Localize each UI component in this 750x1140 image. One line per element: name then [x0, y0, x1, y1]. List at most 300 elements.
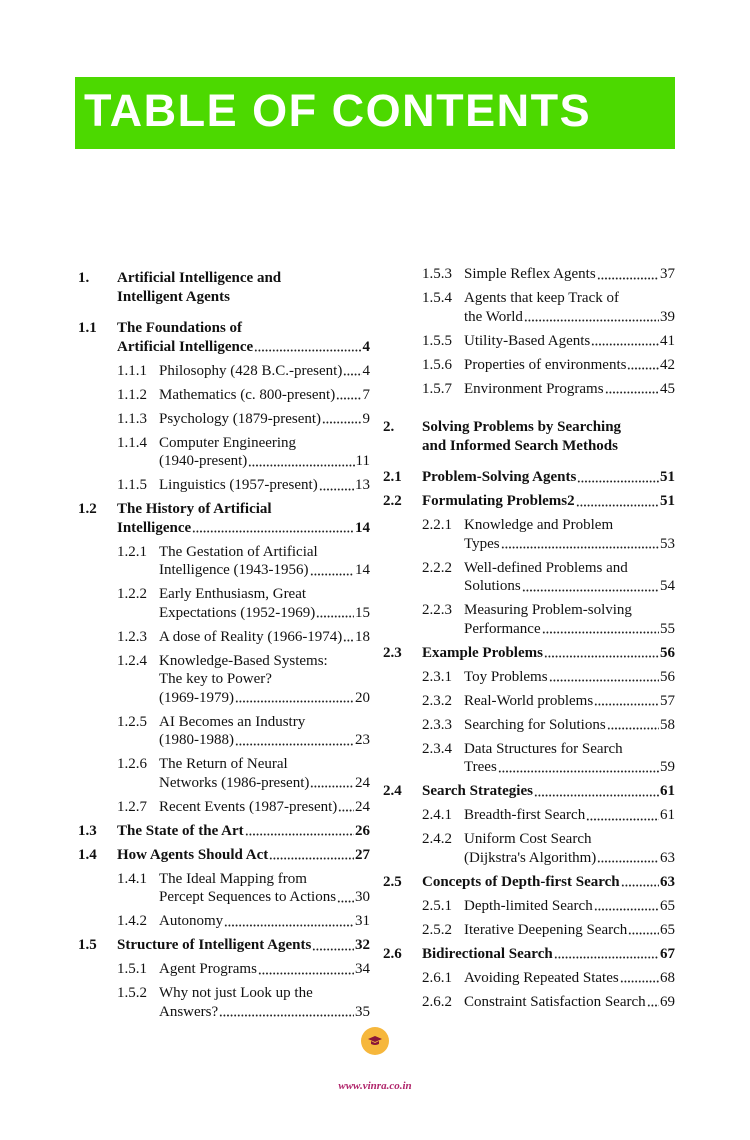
toc-entry[interactable]	[383, 806, 675, 825]
entry-number: 1.4.2	[117, 913, 147, 929]
entry-title-text: Search Strategies	[422, 783, 533, 799]
dot-leader	[549, 679, 659, 682]
entry-title-text: The Ideal Mapping from	[159, 870, 307, 887]
entry-title-text: How Agents Should Act	[117, 846, 269, 863]
page-number: 68	[660, 969, 675, 986]
toc-entry[interactable]	[78, 434, 370, 471]
toc-entry[interactable]	[78, 984, 370, 1021]
entry-title-text: Data Structures for Search	[464, 740, 623, 757]
entry-title-line	[159, 774, 370, 793]
entry-title-text: Knowledge-Based Systems:	[159, 652, 328, 669]
entry-title-line	[464, 620, 675, 639]
toc-entry[interactable]	[78, 936, 370, 955]
entry-number: 1.2.5	[117, 713, 147, 730]
entry-body	[422, 644, 675, 663]
entry-body	[422, 782, 675, 801]
entry-body	[159, 386, 370, 405]
entry-title-text: the World	[464, 308, 523, 325]
toc-entry[interactable]	[383, 668, 675, 687]
page-number: 18	[355, 628, 370, 645]
toc-entry[interactable]	[78, 362, 370, 381]
entry-number: 1.1.5	[117, 477, 147, 493]
entry-body	[159, 713, 370, 750]
entry-body	[464, 668, 675, 687]
entry-number: 1.1.3	[117, 410, 147, 427]
dot-leader	[577, 480, 659, 483]
entry-title-line	[159, 476, 370, 495]
page-number: 9	[362, 410, 370, 427]
entry-number: 1.2.1	[117, 543, 147, 560]
entry-title-text: (1980-1988)	[159, 732, 234, 748]
entry-number: 1.1.2	[117, 386, 147, 403]
dot-leader	[621, 884, 659, 887]
entry-title-line	[464, 265, 675, 284]
entry-title-line	[117, 338, 370, 357]
dot-leader	[224, 924, 354, 927]
entry-number: 1.2.4	[117, 652, 147, 669]
entry-body	[464, 265, 675, 284]
entry-body	[464, 289, 675, 326]
dot-leader	[336, 397, 361, 400]
entry-title-text: Searching for Solutions	[464, 716, 606, 733]
page-number: 39	[660, 308, 675, 325]
dot-leader	[258, 972, 354, 975]
entry-title-text: The key to Power?	[159, 671, 272, 687]
entry-title-line	[117, 269, 370, 288]
entry-body	[464, 516, 675, 553]
entry-number: 2.	[383, 419, 395, 435]
dot-leader	[254, 349, 361, 352]
dot-leader	[192, 530, 354, 533]
entry-title-line	[464, 716, 675, 735]
entry-body	[464, 806, 675, 825]
toc-entry[interactable]	[383, 945, 675, 964]
entry-title-line	[159, 960, 370, 979]
entry-title-text: Problem-Solving Agents	[422, 469, 577, 485]
entry-title-line	[117, 936, 370, 955]
entry-title-text: Trees	[464, 759, 497, 775]
entry-title-line	[464, 849, 675, 868]
page-number: 51	[660, 493, 675, 509]
dot-leader	[498, 770, 659, 773]
entry-title-text: Psychology (1879-present)	[159, 410, 322, 427]
toc-entry[interactable]	[383, 692, 675, 711]
entry-title-text: Well-defined Problems and	[464, 559, 628, 576]
toc-entry[interactable]	[383, 993, 675, 1012]
page-number: 14	[355, 519, 370, 536]
dot-leader	[312, 948, 354, 951]
page-number: 14	[355, 562, 370, 578]
dot-leader	[627, 367, 659, 370]
entry-title-text: Formulating Problems2	[422, 493, 575, 509]
toc-entry[interactable]	[383, 716, 675, 735]
entry-number: 2.6.1	[422, 969, 452, 986]
entry-title-text: Expectations (1952-1969)	[159, 604, 316, 621]
entry-title-text: Toy Problems	[464, 668, 548, 685]
entry-title-line	[464, 380, 675, 399]
entry-number: 2.3.2	[422, 692, 452, 709]
entry-title-text: The Foundations of	[117, 320, 243, 336]
page-number: 56	[660, 644, 675, 661]
entry-body	[117, 319, 370, 356]
entry-body	[159, 960, 370, 979]
entry-title-text: Measuring Problem-solving	[464, 602, 632, 618]
entry-number: 1.1	[78, 320, 97, 336]
entry-body	[464, 993, 675, 1012]
page-number: 61	[660, 783, 675, 799]
page-number: 37	[660, 266, 675, 282]
entry-body	[117, 269, 370, 306]
entry-body	[464, 830, 675, 867]
entry-title-text: Performance	[464, 620, 541, 637]
page-number: 34	[355, 961, 370, 977]
entry-title-line	[159, 410, 370, 429]
entry-number: 1.5.5	[422, 332, 452, 349]
entry-body	[159, 543, 370, 580]
entry-title-text: The History of Artificial	[117, 501, 272, 517]
entry-title-text: (1940-present)	[159, 453, 248, 469]
dot-leader	[501, 546, 659, 549]
dot-leader	[597, 860, 659, 863]
title-banner	[75, 77, 675, 149]
dot-leader	[310, 573, 354, 576]
toc-entry[interactable]	[383, 468, 675, 487]
entry-body	[422, 873, 675, 892]
entry-body	[159, 476, 370, 495]
entry-body	[117, 500, 370, 537]
entry-title-line	[422, 644, 675, 663]
entry-title-line	[464, 516, 675, 535]
entry-title-text: A dose of Reality (1966-1974)	[159, 628, 343, 645]
entry-title-text: Autonomy	[159, 913, 224, 929]
toc-entry[interactable]	[78, 543, 370, 580]
entry-body	[422, 418, 675, 455]
entry-body	[117, 822, 370, 841]
entry-title-text: Simple Reflex Agents	[464, 266, 596, 282]
entry-title-text: Utility-Based Agents	[464, 332, 591, 349]
entry-number: 1.2.6	[117, 756, 147, 772]
entry-number: 2.4.2	[422, 831, 452, 847]
entry-title-text: Bidirectional Search	[422, 945, 553, 962]
page-number: 13	[355, 477, 370, 493]
dot-leader	[343, 373, 361, 376]
dot-leader	[597, 277, 659, 280]
dot-leader	[219, 1014, 354, 1017]
toc-entry[interactable]	[78, 652, 370, 708]
entry-title-line	[464, 993, 675, 1012]
entry-title-text: Solving Problems by Searching	[422, 419, 622, 435]
entry-title-text: Intelligence (1943-1956)	[159, 562, 309, 578]
entry-title-text: Real-World problems	[464, 692, 594, 709]
entry-title-line	[117, 822, 370, 841]
toc-entry[interactable]	[78, 585, 370, 622]
entry-title-line	[464, 758, 675, 777]
entry-title-line	[159, 731, 370, 750]
entry-title-text: Linguistics (1957-present)	[159, 477, 318, 493]
entry-title-line	[117, 288, 370, 307]
entry-number: 1.1.1	[117, 362, 147, 379]
page-number: 54	[660, 578, 675, 594]
entry-title-line	[464, 806, 675, 825]
toc-entry[interactable]	[78, 755, 370, 792]
dot-leader	[544, 655, 659, 658]
toc-entry[interactable]	[383, 356, 675, 375]
entry-title-line	[159, 362, 370, 381]
toc-entry[interactable]	[383, 492, 675, 511]
dot-leader	[343, 639, 354, 642]
toc-entry[interactable]	[383, 782, 675, 801]
entry-title-line	[464, 289, 675, 308]
entry-body	[159, 585, 370, 622]
entry-body	[159, 434, 370, 471]
entry-title-line	[117, 519, 370, 538]
entry-title-line	[464, 969, 675, 988]
page-number: 58	[660, 716, 675, 733]
entry-title-text: and Informed Search Methods	[422, 437, 618, 454]
page-number: 63	[660, 849, 675, 866]
entry-title-line	[159, 585, 370, 604]
entry-title-line	[117, 846, 370, 865]
toc-entry[interactable]	[78, 713, 370, 750]
entry-title-line	[159, 713, 370, 732]
toc-entry[interactable]	[78, 846, 370, 865]
toc-entry[interactable]	[78, 628, 370, 647]
entry-number: 2.5	[383, 873, 402, 890]
entry-title-text: Recent Events (1987-present)	[159, 798, 338, 815]
entry-title-text: Intelligent Agents	[117, 288, 230, 305]
dot-leader	[594, 703, 659, 706]
entry-title-text: Constraint Satisfaction Search	[464, 993, 646, 1010]
entry-title-line	[422, 782, 675, 801]
toc-entry[interactable]	[383, 380, 675, 399]
entry-title-text: Environment Programs	[464, 380, 604, 397]
entry-number: 1.5.1	[117, 961, 147, 977]
entry-body	[464, 716, 675, 735]
entry-body	[159, 798, 370, 817]
page-number: 23	[355, 732, 370, 748]
entry-body	[159, 755, 370, 792]
entry-number: 2.2.1	[422, 517, 452, 533]
dot-leader	[594, 908, 659, 911]
toc-entry[interactable]	[78, 476, 370, 495]
entry-number: 2.4	[383, 783, 402, 799]
entry-title-text: Solutions	[464, 578, 521, 594]
dot-leader	[524, 319, 659, 322]
toc-entry[interactable]	[383, 265, 675, 284]
toc-entry[interactable]	[383, 601, 675, 638]
page-number: 7	[362, 386, 370, 403]
entry-number: 2.3.1	[422, 668, 452, 685]
entry-title-line	[464, 921, 675, 940]
entry-title-text: Concepts of Depth-first Search	[422, 873, 620, 890]
entry-body	[159, 628, 370, 647]
toc-entry[interactable]	[78, 960, 370, 979]
entry-title-text: Agents that keep Track of	[464, 290, 619, 306]
entry-title-line	[159, 755, 370, 774]
page-number: 30	[355, 889, 370, 905]
page-number: 26	[355, 822, 370, 839]
page-number: 15	[355, 604, 370, 621]
page-number: 55	[660, 620, 675, 637]
entry-body	[159, 410, 370, 429]
page-number: 32	[355, 937, 370, 953]
entry-title-line	[422, 418, 675, 437]
entry-title-line	[159, 870, 370, 889]
dot-leader	[248, 464, 354, 467]
entry-title-text: Agent Programs	[159, 961, 257, 977]
entry-title-text: The Gestation of Artificial	[159, 543, 318, 560]
entry-title-text: Percept Sequences to Actions	[159, 889, 337, 905]
dot-leader	[628, 932, 659, 935]
entry-title-line	[464, 668, 675, 687]
page-number: 45	[660, 380, 675, 397]
entry-number: 1.5	[78, 937, 97, 953]
toc-entry[interactable]	[383, 897, 675, 916]
dot-leader	[620, 980, 659, 983]
toc-entry[interactable]	[383, 332, 675, 351]
entry-number: 2.6	[383, 945, 402, 962]
page-number: 42	[660, 356, 675, 373]
entry-number: 2.2	[383, 493, 402, 509]
entry-number: 1.5.4	[422, 290, 452, 306]
toc-entry[interactable]	[78, 912, 370, 931]
entry-title-line	[422, 492, 675, 511]
entry-number: 1.4.1	[117, 870, 147, 887]
entry-title-text: (1969-1979)	[159, 689, 234, 706]
entry-title-line	[159, 670, 370, 689]
toc-entry[interactable]	[78, 870, 370, 907]
entry-title-text: (Dijkstra's Algorithm)	[464, 849, 597, 866]
entry-title-line	[159, 561, 370, 580]
dot-leader	[337, 900, 354, 903]
toc-entry[interactable]	[383, 873, 675, 892]
dot-leader	[542, 631, 659, 634]
entry-number: 2.3	[383, 644, 402, 661]
toc-entry[interactable]	[383, 921, 675, 940]
toc-entry[interactable]	[383, 830, 675, 867]
toc-entry[interactable]	[383, 516, 675, 553]
entry-title-text: Avoiding Repeated States	[464, 969, 619, 986]
entry-number: 1.	[78, 270, 90, 286]
entry-body	[464, 356, 675, 375]
page-number: 27	[355, 846, 370, 863]
toc-entry[interactable]	[383, 740, 675, 777]
entry-title-line	[464, 559, 675, 578]
page-number: 24	[355, 774, 370, 791]
dot-leader	[310, 785, 354, 788]
entry-title-line	[464, 740, 675, 759]
page-number: 61	[660, 807, 675, 823]
entry-body	[464, 897, 675, 916]
entry-number: 1.1.4	[117, 434, 147, 451]
entry-number: 2.1	[383, 469, 402, 485]
entry-number: 2.6.2	[422, 993, 452, 1010]
entry-title-text: Iterative Deepening Search	[464, 921, 628, 938]
entry-title-line	[464, 601, 675, 620]
dot-leader	[534, 794, 659, 797]
entry-title-line	[159, 386, 370, 405]
page-number: 65	[660, 921, 675, 938]
entry-title-text: Artificial Intelligence and	[117, 270, 282, 286]
entry-title-text: Computer Engineering	[159, 434, 297, 451]
entry-title-line	[159, 652, 370, 671]
dot-leader	[522, 589, 659, 592]
entry-body	[117, 846, 370, 865]
page-number: 31	[355, 913, 370, 929]
entry-number: 2.4.1	[422, 807, 452, 823]
entry-number: 1.2.7	[117, 798, 147, 815]
entry-title-text: AI Becomes an Industry	[159, 713, 306, 730]
entry-title-line	[464, 897, 675, 916]
entry-body	[159, 362, 370, 381]
entry-number: 1.5.6	[422, 356, 452, 373]
dot-leader	[576, 504, 659, 507]
toc-entry[interactable]	[383, 969, 675, 988]
footer-url[interactable]: www.vinra.co.in	[338, 1080, 412, 1092]
entry-number: 1.5.3	[422, 266, 452, 282]
toc-entry[interactable]	[78, 798, 370, 817]
dot-leader	[647, 1004, 659, 1007]
toc-entry[interactable]	[78, 822, 370, 841]
page-number: 24	[355, 798, 370, 815]
page-number: 59	[660, 759, 675, 775]
page-number: 56	[660, 668, 675, 685]
entry-body	[464, 380, 675, 399]
toc-column-right	[383, 265, 675, 1011]
entry-title-line	[159, 984, 370, 1003]
toc-entry[interactable]	[78, 386, 370, 405]
toc-entry[interactable]	[383, 559, 675, 596]
entry-body	[464, 559, 675, 596]
entry-title-text: Knowledge and Problem	[464, 517, 614, 533]
entry-title-line	[464, 356, 675, 375]
page-number: 51	[660, 469, 675, 485]
entry-title-text: Answers?	[159, 1003, 219, 1020]
toc-entry[interactable]	[383, 644, 675, 663]
toc-entry[interactable]	[383, 289, 675, 326]
page-number: 53	[660, 535, 675, 552]
toc-entry[interactable]	[78, 410, 370, 429]
entry-title-text: Types	[464, 535, 500, 552]
dot-leader	[235, 700, 354, 703]
entry-number: 1.2	[78, 501, 97, 517]
entry-title-text: Philosophy (428 B.C.-present)	[159, 362, 343, 379]
entry-title-text: Artificial Intelligence	[117, 338, 254, 355]
entry-title-line	[159, 798, 370, 817]
toc-entry[interactable]	[78, 500, 370, 537]
entry-title-line	[159, 434, 370, 453]
entry-body	[159, 912, 370, 931]
entry-title-line	[159, 689, 370, 708]
toc-entry[interactable]	[78, 269, 370, 306]
entry-number: 2.2.3	[422, 602, 452, 618]
dot-leader	[319, 488, 354, 491]
entry-title-line	[117, 319, 370, 338]
toc-entry[interactable]	[383, 418, 675, 455]
page-number: 4	[362, 362, 370, 379]
entry-body	[422, 492, 675, 511]
entry-number: 1.2.2	[117, 586, 147, 602]
entry-title-line	[422, 468, 675, 487]
entry-body	[422, 945, 675, 964]
entry-body	[464, 969, 675, 988]
entry-body	[464, 692, 675, 711]
entry-title-line	[464, 692, 675, 711]
entry-body	[159, 984, 370, 1021]
entry-title-text: Networks (1986-present)	[159, 774, 310, 791]
toc-entry[interactable]	[78, 319, 370, 356]
page-number: 41	[660, 332, 675, 349]
